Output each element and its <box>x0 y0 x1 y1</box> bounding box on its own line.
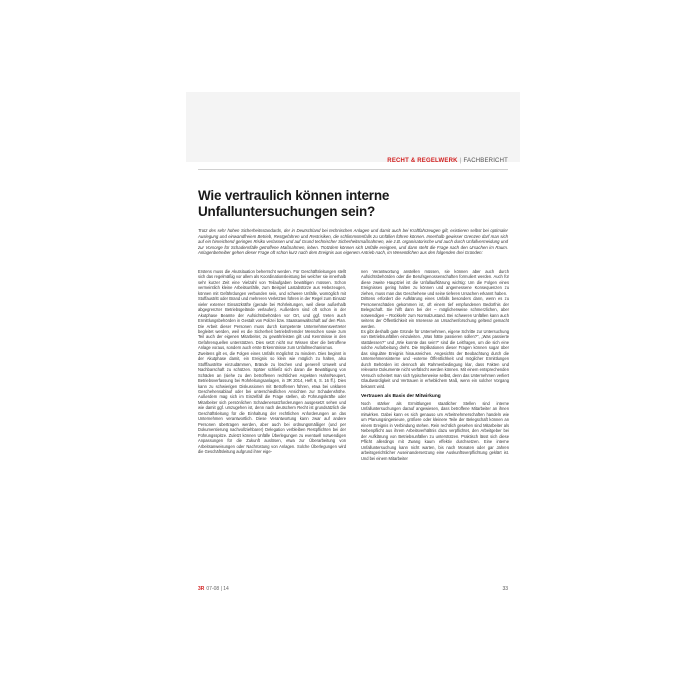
footer-logo <box>198 586 229 592</box>
section-label: RECHT & REGELWERK <box>387 158 458 164</box>
body-paragraph: nen Verantwortung anstellen müssen, sie können aber auch durch Aufsichtsbehörden oder die Berufsgenossenschaften formuliert werden. Auch für diese zweite Hauptziel ist die Unfallaufklärung wichtig: Um die Folgen eines Ereignisses gering halten zu können und angemessene Konsequenzen zu ziehen, muss man das Geschehene und seine tieferen Ursachen erkannt haben. <box>361 269 509 296</box>
page-number: 33 <box>502 586 508 592</box>
section-tag <box>387 158 508 164</box>
magazine-page <box>186 92 520 602</box>
body-paragraph: Noch stärker als Ermittlungen staatlicher Stellen sind interne Unfalluntersuchungen darauf angewiesen, dass betroffene Mitarbeiter an ihnen mitwirken. Dabei kann es sich genauso um Arbeitnehmerschaften handeln wie um Planungsingenieure, größere oder kleinere Teile der Belegschaft können an einem Ereignis in Verbindung stehen. Rein rechtlich gesehen sind Mitarbeiter als Nebenpflicht aus ihrem Arbeitsverhältnis dazu verpflichtet, den Arbeitgeber bei der Aufklärung von Betriebsunfällen zu unterstützen. Praktisch lässt sich diese Pflicht allerdings mit Zwang kaum effektiv durchsetzen. Eine interne Unfalluntersuchung kann nicht warten, bis nach Monaten oder gar Jahren arbeitsgerichtlicher Auseinandersetzung eine Auskunftsverpflichtung geklärt ist. Und bei einem Mitarbeiter <box>361 400 509 461</box>
section-separator: | <box>459 158 462 164</box>
header-band <box>186 92 520 162</box>
body-paragraph: Drittens erfordert die Aufklärung eines Unfalls besonders dann, wenn es zu Personenschäden gekommen ist, oft einem tief empfundenen Bedürfnis der Belegschaft. Sie hilft dann bei der – möglicherweise schmerzlichen, aber notwendigen – Rückkehr zum Normalzustand. Bei schweren Unfällen kann auch seitens der Öffentlichkeit ein Interesse an Ursachenforschung geltend gemacht werden. <box>361 296 509 329</box>
body-paragraph: Zweitens gilt es, die Folgen eines Unfalls möglichst zu mindern. Dies beginnt in der Akutphase damit, ein Ereignis so klein wie möglich zu halten, also Stofffaustritte einzudämmen, Brände zu löschen und generell Umwelt und Nachbarschaft zu schützen. Später schließt sich daran die Bewältigung von Schäden an (siehe zu den betroffenen rechtlichen Aspekten Hahn/Neupert, Betriebsverfassung bei Rohrleitungsanlagen, in 3R 2014, Heft 6, S. 16 ff.). Dies kann zu schwierigen Diskussionen mit Betroffenen führen, etwa bei unklaren Geschehensablauf oder bei unterschiedlichen Ansichten zur Schadenshöhe. Außerdem mag sich im Einzelfall die Frage stellen, ob Führungskräfte oder Mitarbeiter sich persönlichen Schadenersatzforderungen ausgesetzt sehen und wie damit ggf. umzugehen ist, denn nach deutschem Recht ist grundsätzlich die Geschäftsleitung für die Einhaltung der rechtlichen Anforderungen an das Unternehmen verantwortlich. Diese Verantwortung kann zwar auf andere Personen übertragen werden, aber auch bei ordnungsmäßiger (und per Dokumentierung nachvollziehbarer) Delegation verbleiben Restpflichten bei der Führungsspitze. Zuletzt können Unfälle Überlegungen zu eventuell notwendigen Anpassungen für die Zukunft auslösen, etwa zur Überarbeitung von Arbeitsanweisungen oder Nachrüstung von Anlagen. Solche Überlegungen wird die Geschäftsleitung aufgrund ihrer eige- <box>198 350 346 454</box>
article-title: Wie vertraulich können interne Unfalluntersuchungen sein? <box>198 188 390 219</box>
magazine-logo: 3R <box>198 586 205 592</box>
subheading: Vertrauen als Basis der Mitwirkung <box>361 393 441 399</box>
column-left <box>198 269 346 454</box>
issue-label: 07-08 | 14 <box>206 586 229 592</box>
body-paragraph: Es gibt deshalb gute Gründe für Unternehmen, eigene Schritte zur Untersuchung von Betriebsunfällen einzuleiten. „Was hätte passieren sollen?“, „Was passierte stattdessen?“ und „Wie konnte das sein?“ sind die Leitfragen, um die sich eine solche Aufarbeitung dreht. Die Implikationen dieser Fragen können sogar über das singuläre Ereignis hinausreichen. Angesichts der Beobachtung durch die Unternehmensinterne und -externe Öffentlichkeit und möglicher Ermittlungen durch Behörden ist dennoch als Rahmenbedingung klar, dass Fakten und relevante Dokumente nicht verfälscht werden können. Mit einem entsprechenden Versuch scheitert man sich typischerweise selbst, denn das Unternehmen verliert Glaubwürdigkeit und Vertrauen in erheblichem Maß, wenn ein solcher Vorgang bekannt wird. <box>361 328 509 389</box>
column-right <box>361 269 509 461</box>
article-lead: Trotz des sehr hohen Sicherheitsstandards, der in Deutschland bei technischen Anlagen und damit auch bei Kraftfahrzeugen gilt, existieren selbst bei optimaler Auslegung und einwandfreiem Betrieb, Restgefahren und Restrisiken, die schlimmstenfalls zu Unfällen führen können. Innerhalb gewisser Grenzen darf man sich auf ein hinreichend geringes Risiko verlassen und auf Grund technischer Sicherheitsmaßnahmen, wie z.B. organisatorische und auch durch Unfallvermeidung und zur Vorsorge für Schadensfälle getroffene Maßnahmen, leben. Trotzdem können sich Unfälle ereignen, und dann steht die Frage nach den Ursachen im Raum. Anlagenbetreiber gehen dieser Frage oft schon kurz nach dem Ereignis aus eigenem Antrieb nach, im Wesentlichen aus den folgenden drei Gründen: <box>198 228 508 256</box>
header-rule <box>198 169 508 170</box>
section-sublabel: FACHBERICHT <box>463 158 508 164</box>
body-paragraph: Erstens muss die Akutsituation beherrscht werden. Für Geschäftsleitungen stellt sich das regelmäßig vor allem als Koordinationsleistung bei welcher sie innerhalb sehr kurzer Zeit eine Vielzahl von Teilaufgaben bewältigen müssen. Schon vermeintlich kleine Arbeitsunfälle, zum Beispiel Lastabstürze aus Hebezeugen, können mit Gefährdungen verbunden sein, und schwere Unfälle, womöglich mit Stoffaustritt oder Brand und mehreren Verletzten führen in der Regel zum Einsatz vieler externer Einsatzkräfte (gerade bei Rohrleitungen, weil diese außerhalb abgegrenzter Betriebsgelände verlaufen). Außerdem sind oft schon in der Akutphase Beamte der Aufsichtsbehörden vor Ort, und ggf. treten auch Ermittlungsbehörden in Gestalt von Polizei bzw. Staatsanwaltschaft auf den Plan. Die Arbeit dieser Personen muss durch kompetente Unternehmensvertreter begleitet werden, weil es die Sicherheit betriebsfremder Menschen sowie zum Teil auch der eigenen Mitarbeiter, zu gewährleisten gilt und Kenntnisse in den Gefahrenquellen unterstützen. Dies setzt nicht nur Wissen über die betroffene Anlage voraus, sondern auch erste Erkenntnisse zum Unfallmechanismus. <box>198 269 346 351</box>
